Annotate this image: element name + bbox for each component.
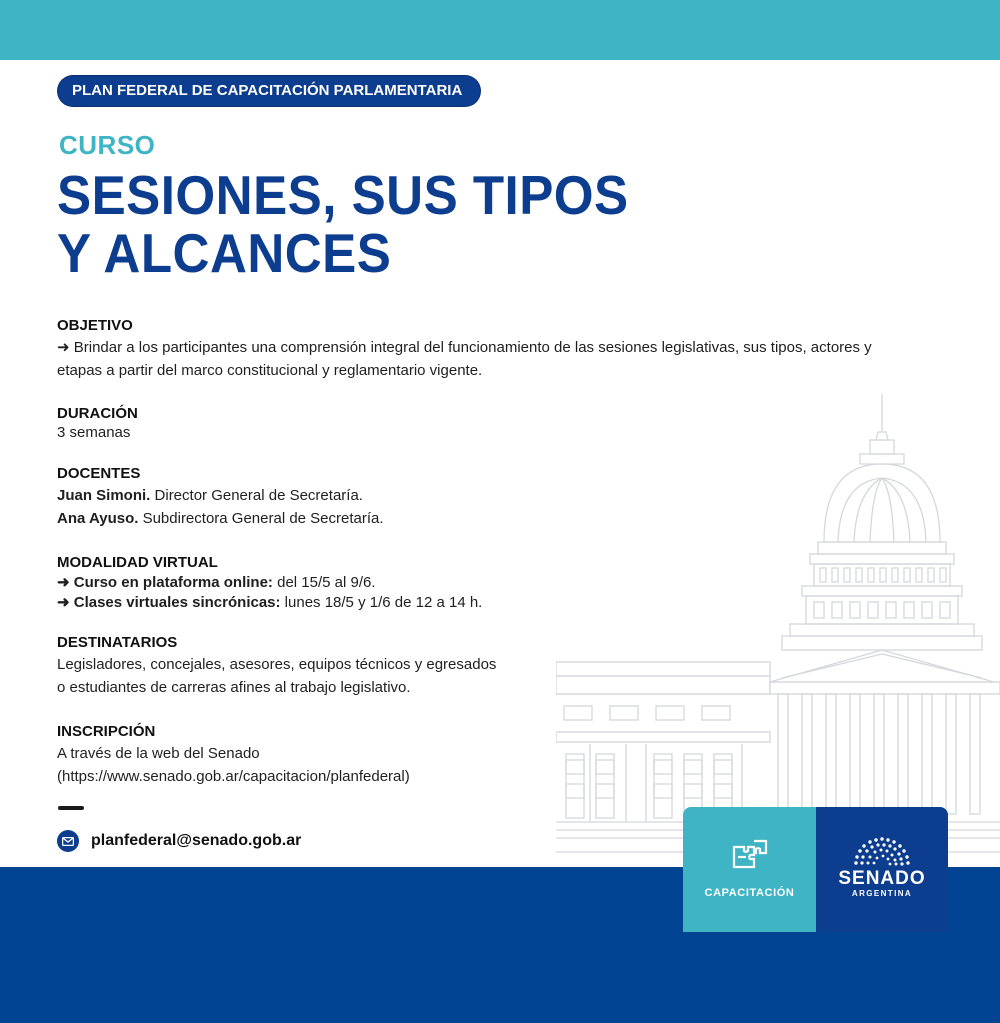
senado-label: SENADO bbox=[838, 868, 926, 889]
modalidad-label: ➜ Curso en plataforma online: bbox=[57, 574, 273, 591]
senado-logo bbox=[816, 807, 948, 932]
puzzle-icon bbox=[730, 837, 770, 877]
objetivo-section bbox=[57, 316, 907, 382]
destinatarios-line-2: o estudiantes de carreras afines al trabajo legislativo. bbox=[57, 679, 411, 696]
program-badge: PLAN FEDERAL DE CAPACITACIÓN PARLAMENTARIA bbox=[58, 76, 480, 106]
hemicycle-icon bbox=[850, 837, 914, 867]
capacitacion-label: CAPACITACIÓN bbox=[704, 887, 795, 899]
contact-email[interactable] bbox=[57, 830, 301, 852]
capacitacion-logo bbox=[683, 807, 816, 932]
docente-role: Subdirectora General de Secretaría. bbox=[138, 510, 384, 527]
docentes-heading: DOCENTES bbox=[57, 465, 141, 482]
duracion-text: 3 semanas bbox=[57, 424, 131, 441]
docentes-section bbox=[57, 464, 907, 530]
argentina-label: ARGENTINA bbox=[851, 889, 913, 898]
modalidad-value: del 15/5 al 9/6. bbox=[272, 574, 376, 591]
docente-name: Ana Ayuso. bbox=[57, 510, 139, 527]
email-address[interactable]: planfederal@senado.gob.ar bbox=[91, 832, 302, 849]
destinatarios-line-1: Legisladores, concejales, asesores, equipos técnicos y egresados bbox=[57, 656, 497, 673]
modalidad-value: lunes 18/5 y 1/6 de 12 a 14 h. bbox=[280, 594, 483, 611]
mail-icon bbox=[57, 830, 79, 852]
inscripcion-link[interactable]: (https://www.senado.gob.ar/capacitacion/planfederal) bbox=[57, 768, 410, 785]
inscripcion-heading: INSCRIPCIÓN bbox=[57, 723, 156, 740]
inscripcion-line-1: A través de la web del Senado bbox=[57, 745, 260, 762]
docente-name: Juan Simoni. bbox=[57, 487, 151, 504]
objetivo-heading: OBJETIVO bbox=[57, 317, 133, 334]
modalidad-item bbox=[57, 593, 907, 613]
docente-role: Director General de Secretaría. bbox=[150, 487, 363, 504]
objetivo-text: ➜ Brindar a los participantes una comprensión integral del funcionamiento de las sesiones legislativas, sus tipos, actores y etapas a partir del marco constitucional y reglamentario vigente. bbox=[57, 339, 872, 379]
duracion-heading: DURACIÓN bbox=[57, 405, 138, 422]
duracion-section bbox=[57, 404, 907, 442]
destinatarios-heading: DESTINATARIOS bbox=[57, 634, 178, 651]
top-band bbox=[0, 0, 1000, 60]
course-title-line-2: Y ALCANCES bbox=[57, 222, 392, 284]
docente-item bbox=[57, 507, 907, 530]
course-title bbox=[57, 166, 629, 282]
modalidad-section bbox=[57, 553, 907, 613]
modalidad-label: ➜ Clases virtuales sincrónicas: bbox=[57, 594, 281, 611]
docente-item bbox=[57, 484, 907, 507]
modalidad-heading: MODALIDAD VIRTUAL bbox=[57, 554, 218, 571]
modalidad-item bbox=[57, 573, 907, 593]
inscripcion-section bbox=[57, 722, 907, 788]
divider-dash bbox=[58, 806, 84, 810]
course-kicker: CURSO bbox=[59, 130, 156, 160]
destinatarios-section bbox=[57, 633, 907, 699]
course-title-line-1: SESIONES, SUS TIPOS bbox=[57, 164, 629, 226]
